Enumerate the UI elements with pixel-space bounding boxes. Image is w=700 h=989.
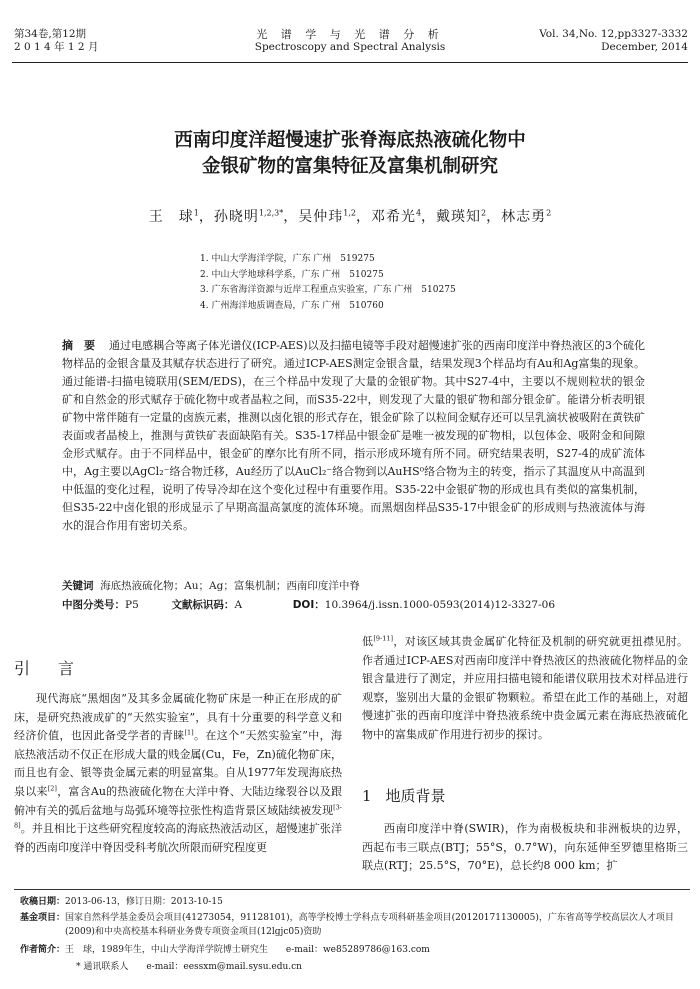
- geology-paragraph: 西南印度洋中脊(SWIR)，作为南极板块和非洲板块的边界，西起布韦三联点(BTJ；55°S，0.7°W)，向东延伸至罗德里格斯三联点(RTJ；25.5°S，70°E)，总长约8 000 km；扩: [362, 822, 688, 873]
- author-name: 吴仲玮: [298, 209, 344, 225]
- intro-text-e: 低: [362, 635, 374, 648]
- keywords-text: 海底热液硫化物；Au；Ag；富集机制；西南印度洋中脊: [100, 580, 360, 592]
- author-affil-mark: 1: [193, 208, 199, 218]
- affiliation-list: [200, 252, 456, 314]
- author-name: 王 球: [148, 209, 194, 225]
- journal-name-en: Spectroscopy and Spectral Analysis: [254, 41, 446, 53]
- section-number: 1: [362, 787, 372, 805]
- received-label: 收稿日期：: [20, 897, 66, 907]
- paper-title-line-2: 金银矿物的富集特征及富集机制研究: [201, 156, 498, 177]
- citation-mark: [1]: [184, 728, 194, 737]
- fund-value: 国家自然科学基金委员会项目(41273054，91128101)，高等学校博士学科点专项科研基金项目(20120171130005)，广东省高等学校高层次人才项目(2009)和中央高校基本科研业务费专项资金项目(12lgjc05)资助: [65, 913, 674, 937]
- footnote-author-bio: [20, 943, 430, 957]
- intro-text-c: ，富含Au的热液硫化物在大洋中脊、大陆边缘裂谷以及跟俯冲有关的弧后盆地与岛弧环境等拉张性构造背景区域陆续被发现: [14, 784, 343, 817]
- clc-value: P5: [125, 599, 139, 611]
- section-title: 地质背景: [385, 787, 446, 805]
- author-name: 戴瑛知: [436, 209, 482, 225]
- header-divider: [12, 62, 688, 63]
- intro-text-d: 。并且相比于这些研究程度较高的海底热液活动区，超慢速扩张洋脊的西南印度洋中脊因受科考航次所限而研究程度更: [14, 822, 342, 854]
- author-list: 王 球$^1$，孙晓明$^{1,2,3*}$，吴仲玮$^{1,2}$，邓希光$^4$，戴瑛知$^2$，林志勇$^2$: [148, 208, 552, 225]
- citation-mark: [3-8]: [14, 802, 342, 830]
- author-name: 邓希光: [370, 209, 416, 225]
- doi-value: 10.3964/j.issn.1000-0593(2014)12-3327-06: [324, 599, 556, 611]
- introduction-paragraph-left: [14, 690, 342, 857]
- volume-issue-line: 第34卷,第12期: [14, 28, 87, 40]
- clc-label: 中图分类号：: [62, 599, 125, 611]
- section-heading-introduction: 引 言: [14, 659, 81, 678]
- introduction-paragraph-right: [362, 633, 688, 745]
- section-heading-geology: [362, 785, 446, 806]
- footnote-received: [20, 895, 223, 909]
- affiliation-item: 1. 中山大学海洋学院，广东 广州 519275: [200, 254, 375, 264]
- author-bio-value: 王 球，1989年生，中山大学海洋学院博士研究生 e-mail：we85289786@163.com: [65, 945, 430, 955]
- doi-label: DOI：: [292, 599, 325, 611]
- abstract-label: 摘 要: [62, 339, 96, 352]
- author-name: 孙晓明: [213, 209, 259, 225]
- received-value: 2013-06-13，修订日期：2013-10-15: [65, 897, 223, 907]
- author-affil-mark: 2: [481, 208, 487, 218]
- affiliation-item: 2. 中山大学地球科学系，广东 广州 510275: [200, 269, 384, 280]
- paper-title: [0, 128, 700, 180]
- keywords-label: 关键词: [62, 580, 94, 592]
- paper-title-line-1: 西南印度洋超慢速扩张脊海底热液硫化物中: [174, 130, 526, 151]
- citation-mark: [2]: [47, 784, 57, 793]
- affiliation-item: 4. 广州海洋地质调查局，广东 广州 510760: [200, 300, 384, 311]
- abstract-text: 通过电感耦合等离子体光谱仪(ICP-AES)以及扫描电镜等手段对超慢速扩张的西南印度洋中脊热液区的3个硫化物样品的金银含量及其赋存状态进行了研究。通过ICP-AES测定金银含量，结果发现3个样品均有Au和Ag富集的现象。通过能谱-扫描电镜联用(SEM/EDS)，在三个样品中发现了大量的金银矿物。其中S27-4中，主要以不规则粒状的银金矿和自然金的形式赋存于硫化物中或者晶粒之间，而S35-22中，则发现了大量的银矿物和部分银金矿。能谱分析表明银矿物中常伴随有一定量的卤族元素，推测以卤化银的形式存在，银金矿除了以粒间金赋存还可以呈乳滴状被吸附在黄铁矿表面或者晶棱上，推测与黄铁矿表面缺陷有关。S35-17样品中银金矿是唯一被发现的矿物相，以包体金、吸附金和间隙金形式赋存。由于不同样品中，银金矿的摩尔比有所不同，指示形成环境有所不同。研究结果表明，S27-4的成矿流体中，Ag主要以AgCl₂⁻络合物迁移，Au经历了以AuCl₂⁻络合物到以AuHS⁰络合物为主的转变，指示了其温度从中高温到中低温的变化过程，说明了传导冷却在这个变化过程中有重要作用。S35-22中金银矿物的形成也具有类似的富集机制，但S35-22中卤化银的形成显示了早期高温高氯度的流体环境。而黑烟囱样品S35-17中银金矿的形成则与热液流体与海水的混合作用有密切关系。: [62, 339, 645, 532]
- footnote-divider: [14, 889, 690, 890]
- journal-name-cn: 光 谱 学 与 光 谱 分 析: [256, 28, 444, 41]
- doc-code-label: 文献标识码：: [171, 599, 235, 611]
- journal-volume-pages: [539, 28, 688, 54]
- fund-label: 基金项目：: [20, 913, 66, 923]
- author-affil-mark: 4: [415, 208, 422, 218]
- intro-text-a: 现代海底“黑烟囱”及其多金属硫化物矿床是一种正在形成的矿床，是研究热液成矿的“天然实验室”，具有十分重要的科学意义和经济价值，也因此备受学者的青睐: [14, 692, 342, 743]
- volume-pages-line: Vol. 34,No. 12,pp3327-3332: [539, 28, 688, 40]
- footnote-corresponding: * 通讯联系人 e-mail：eessxm@mail.sysu.edu.cn: [76, 962, 302, 972]
- author-affil-mark: 1,2: [343, 208, 356, 218]
- author-affil-mark: 2: [546, 208, 552, 218]
- author-bio-label: 作者简介：: [20, 945, 66, 955]
- intro-text-f: ，对该区域其贵金属矿化特征及机制的研究就更扭襟见肘。作者通过ICP-AES对西南印度洋中脊热液区的热液硫化物样品的金银含量进行了测定，并应用扫描电镜和能谱仪联用技术对样品进行观察，鉴别出大量的金银矿物颗粒。希望在此工作的基础上，对超慢速扩张的西南印度洋中脊热液系统中贵金属元素在海底热液硫化物中的富集成矿作用进行初步的探讨。: [362, 635, 689, 741]
- author-affil-mark: 1,2,3*: [258, 208, 284, 218]
- classification-line: [62, 597, 555, 613]
- abstract: [62, 337, 645, 535]
- author-name: 林志勇: [501, 209, 547, 225]
- keywords: [62, 578, 662, 594]
- footnote-fund: [20, 911, 688, 939]
- intro-text-b: 。在这个“天然实验室”中，海底热液活动不仅正在形成大量的贱金属(Cu，Fe，Zn)硫化物矿床，而且也有金、银等贵金属元素的明显富集。自从1977年发现海底热泉以来: [14, 729, 343, 798]
- month-year-line: December, 2014: [601, 41, 688, 53]
- citation-mark: [9-11]: [373, 634, 394, 643]
- doc-code-value: A: [234, 599, 243, 611]
- affiliation-item: 3. 广东省海洋资源与近岸工程重点实验室，广东 广州 510275: [200, 285, 456, 295]
- date-line: 2 0 1 4 年 1 2 月: [14, 41, 99, 53]
